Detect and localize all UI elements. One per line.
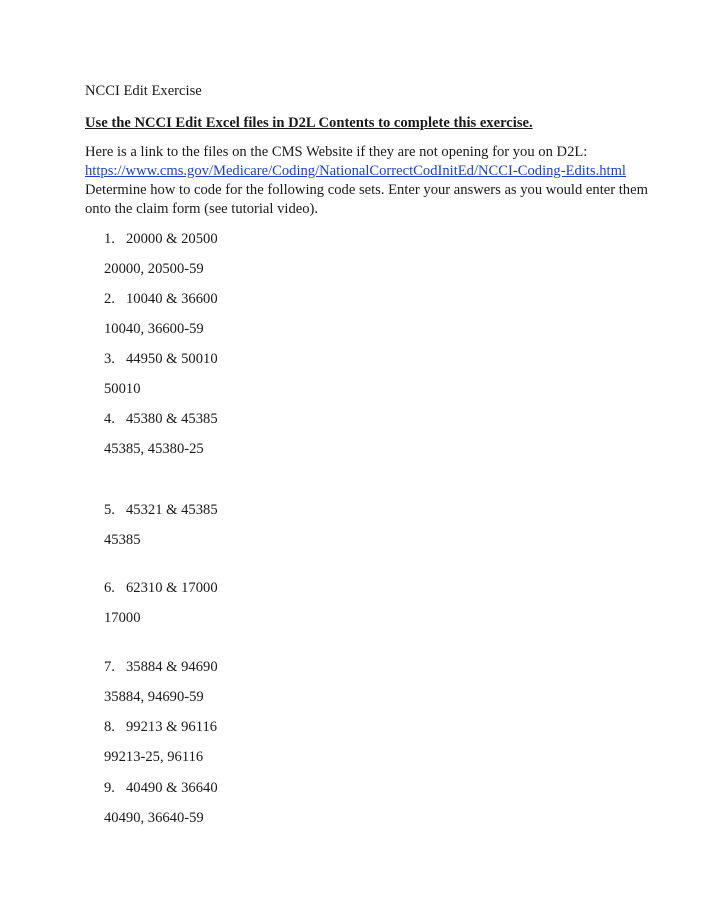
question-number: 6. [104,580,115,596]
question-item [104,350,218,368]
cms-ncci-link[interactable]: https://www.cms.gov/Medicare/Coding/NationalCorrectCodInitEd/NCCI-Coding-Edits.html [85,163,626,179]
question-item [104,290,218,308]
question-codes: 20000 & 20500 [126,231,218,247]
question-item [104,501,218,519]
question-number: 5. [104,502,115,518]
question-codes: 35884 & 94690 [126,659,218,675]
question-answer: 40490, 36640-59 [104,810,204,826]
question-answer: 50010 [104,381,141,397]
question-codes: 62310 & 17000 [126,580,218,596]
question-codes: 10040 & 36600 [126,291,218,307]
question-answer: 45385, 45380-25 [104,441,204,457]
question-codes: 44950 & 50010 [126,351,218,367]
question-answer: 45385 [104,532,141,548]
document-title: NCCI Edit Exercise [85,83,202,99]
question-item [104,579,218,597]
question-number: 8. [104,719,115,735]
intro-text-line-3: onto the claim form (see tutorial video). [85,201,319,217]
question-codes: 99213 & 96116 [126,719,218,735]
intro-text-line-1: Here is a link to the files on the CMS Website if they are not opening for you on D2L: [85,144,588,160]
question-answer: 10040, 36600-59 [104,321,204,337]
question-codes: 45380 & 45385 [126,411,218,427]
intro-text-line-2: Determine how to code for the following code sets. Enter your answers as you would enter them [85,182,648,198]
question-item [104,658,218,676]
question-number: 3. [104,351,115,367]
question-answer: 17000 [104,610,141,626]
question-number: 1. [104,231,115,247]
question-number: 9. [104,780,115,796]
question-number: 7. [104,659,115,675]
question-codes: 45321 & 45385 [126,502,218,518]
question-item [104,230,218,248]
question-item [104,718,217,736]
question-number: 4. [104,411,115,427]
question-answer: 99213-25, 96116 [104,749,204,765]
instruction-heading: Use the NCCI Edit Excel files in D2L Contents to complete this exercise. [85,115,533,131]
question-number: 2. [104,291,115,307]
question-answer: 35884, 94690-59 [104,689,204,705]
question-item [104,779,218,797]
question-answer: 20000, 20500-59 [104,261,204,277]
question-codes: 40490 & 36640 [126,780,218,796]
question-item [104,410,218,428]
